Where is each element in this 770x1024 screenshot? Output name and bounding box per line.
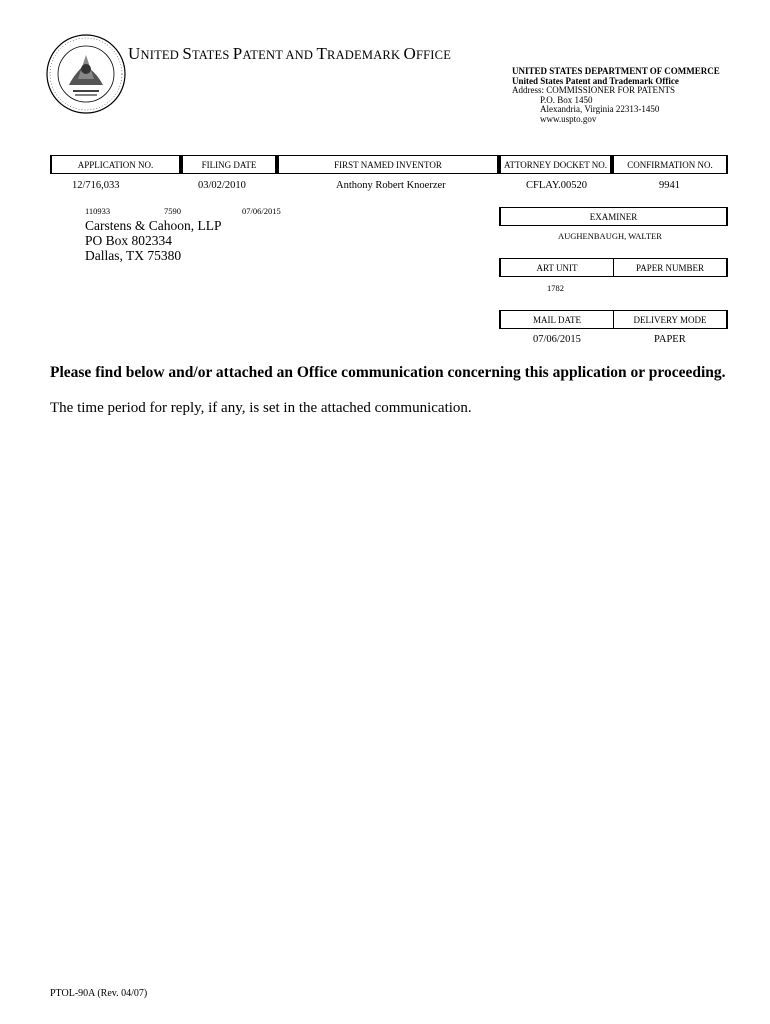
header-filing-date: FILING DATE [181,155,277,174]
paper-number-label: PAPER NUMBER [613,259,726,276]
mail-date-label: MAIL DATE [533,314,581,325]
department-name: UNITED STATES DEPARTMENT OF COMMERCE [512,66,720,76]
art-unit-header-box [499,258,728,277]
docket-no-value: CFLAY.00520 [526,180,587,191]
mail-date-header-box [499,310,728,329]
address-city-state: Dallas, TX 75380 [85,248,182,263]
confirmation-no-value: 9941 [659,180,680,191]
address-city: Alexandria, Virginia 22313-1450 [540,104,660,114]
header-first-named-inventor: FIRST NAMED INVENTOR [277,155,499,174]
correspondence-date: 07/06/2015 [242,206,281,216]
delivery-mode-value: PAPER [654,334,686,345]
examiner-label: EXAMINER [589,211,638,222]
header-attorney-docket-no: ATTORNEY DOCKET NO. [499,155,612,174]
office-name: United States Patent and Trademark Office [512,75,679,86]
art-unit-label: ART UNIT [536,262,578,273]
address-line: Address: COMMISSIONER FOR PATENTS [512,85,675,95]
form-identifier: PTOL-90A (Rev. 04/07) [50,988,148,999]
examiner-name: AUGHENBAUGH, WALTER [558,231,662,241]
filing-date-value: 03/02/2010 [198,180,246,191]
examiner-header-box [499,207,728,226]
delivery-mode-label: DELIVERY MODE [613,311,726,328]
correspondence-code: 7590 [164,206,181,216]
header-application-no: APPLICATION NO. [50,155,181,174]
communication-headline: Please find below and/or attached an Office communication concerning this application or proceeding. [50,364,726,381]
art-unit-value: 1782 [547,283,564,293]
address-firm: Carstens & Cahoon, LLP [85,218,222,233]
office-title: UNITED STATES PATENT AND TRADEMARK OFFICE [128,44,452,63]
address-po-box: PO Box 802334 [85,233,173,248]
header-confirmation-no: CONFIRMATION NO. [612,155,728,174]
correspondence-address [85,218,222,263]
reply-period-note: The time period for reply, if any, is set in the attached communication. [50,400,472,416]
address-website: www.uspto.gov [540,113,597,124]
department-address-block [512,67,720,124]
address-po-box: P.O. Box 1450 [540,94,593,105]
mail-date-value: 07/06/2015 [533,334,581,345]
uspto-seal-logo [45,33,127,115]
customer-number: 110933 [85,206,111,216]
inventor-value: Anthony Robert Knoerzer [336,180,446,191]
application-no-value: 12/716,033 [72,180,120,191]
